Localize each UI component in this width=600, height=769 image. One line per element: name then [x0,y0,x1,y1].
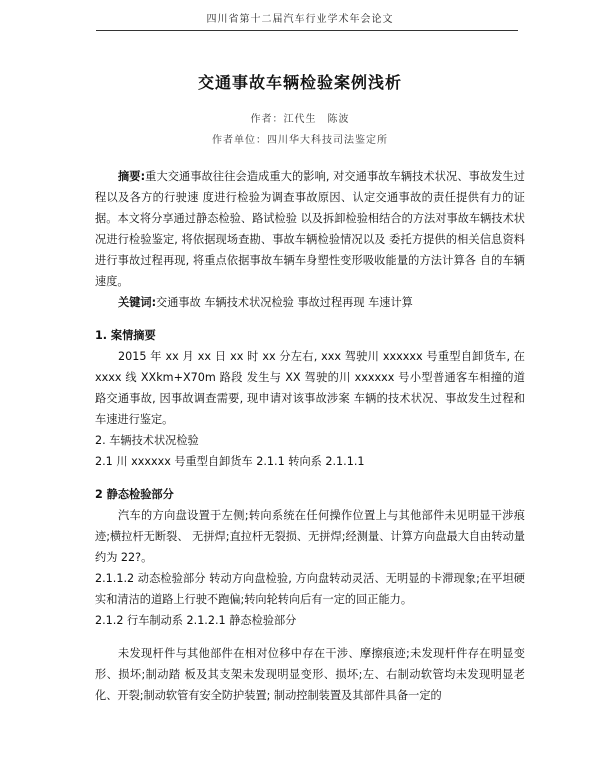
keywords-text: 交通事故 车辆技术状况检验 事故过程再现 车速计算 [156,296,413,309]
abstract-text: 重大交通事故往往会造成重大的影响, 对交通事故车辆技术状况、事故发生过程以及各方的行驶速 度进行检验为调查事故原因、认定交通事故的责任提供有力的证据。本文将分享通过静态检验、路试检验 以及拆卸检验相结合的方法对事故车辆技术状况进行检验鉴定, 将依据现场查勘、事故车辆检验情况以及 委托方提供的相关信息资料进行事故过程再现, 将重点依据事故车辆车身塑性变形吸收能量的方法计算各 自的车辆速度。 [95,170,525,288]
spacer [95,631,525,643]
section-2-1-heading: 2.1 川 xxxxxx 号重型自卸货车 2.1.1 转向系 2.1.1.1 [95,455,365,468]
dynamic-inspection-paragraph: 2.1.1.2 动态检验部分 转动方向盘检验, 方向盘转动灵活、无明显的卡滞现象;在平坦硬实和清洁的道路上行驶不跑偏;转向轮转向后有一定的回正能力。 [95,572,525,606]
section-1-title: 1. 案情摘要 [95,329,156,342]
paper-title: 交通事故车辆检验案例浅析 [197,73,402,92]
static-inspection-paragraph: 汽车的方向盘设置于左侧;转向系统在任何操作位置上与其他部件未见明显干涉痕迹;横拉杆无断裂、 无拼焊;直拉杆无裂损、无拼焊;经测量、计算方向盘最大自由转动量约为 22?。 [95,509,525,564]
running-header: 四川省第十二届汽车行业学术年会论文 [206,14,394,25]
keywords [95,292,525,313]
brake-system-paragraph: 未发现杆件与其他部件在相对位移中存在干涉、摩擦痕迹;未发现杆件存在明显变形、损坏;制动踏 板及其支架未发现明显变形、损坏;左、右制动软管均未发现明显老化、开裂;制动软管有安全防护装置; 制动控制装置及其部件具备一定的 [95,647,525,702]
section-1-paragraph: 2015 年 xx 月 xx 日 xx 时 xx 分左右, xxx 驾驶川 xxxxxx 号重型自卸货车, 在 xxxx 线 XXkm+X70m 路段 发生与 XX 驾驶的川 xxxxxx 号小型普通客车相撞的道路交通事故, 因事故调查需要, 现申请对该事故涉案 车辆的技术状况、事故发生过程和车速进行鉴定。 [95,350,525,426]
paper-body [95,166,525,706]
author-line: 作者：江代生 陈波 [250,114,350,125]
keywords-label: 关键词: [118,296,157,309]
abstract-label: 摘要: [118,170,146,183]
abstract [95,166,525,292]
section-2-heading: 2. 车辆技术状况检验 [95,434,199,447]
header-rule [96,30,518,31]
static-inspection-title: 2 静态检验部分 [95,488,174,501]
spacer [95,472,525,484]
author-affiliation: 作者单位：四川华大科技司法鉴定所 [212,135,388,146]
brake-system-heading: 2.1.2 行车制动系 2.1.2.1 静态检验部分 [95,614,297,627]
spacer [95,313,525,325]
